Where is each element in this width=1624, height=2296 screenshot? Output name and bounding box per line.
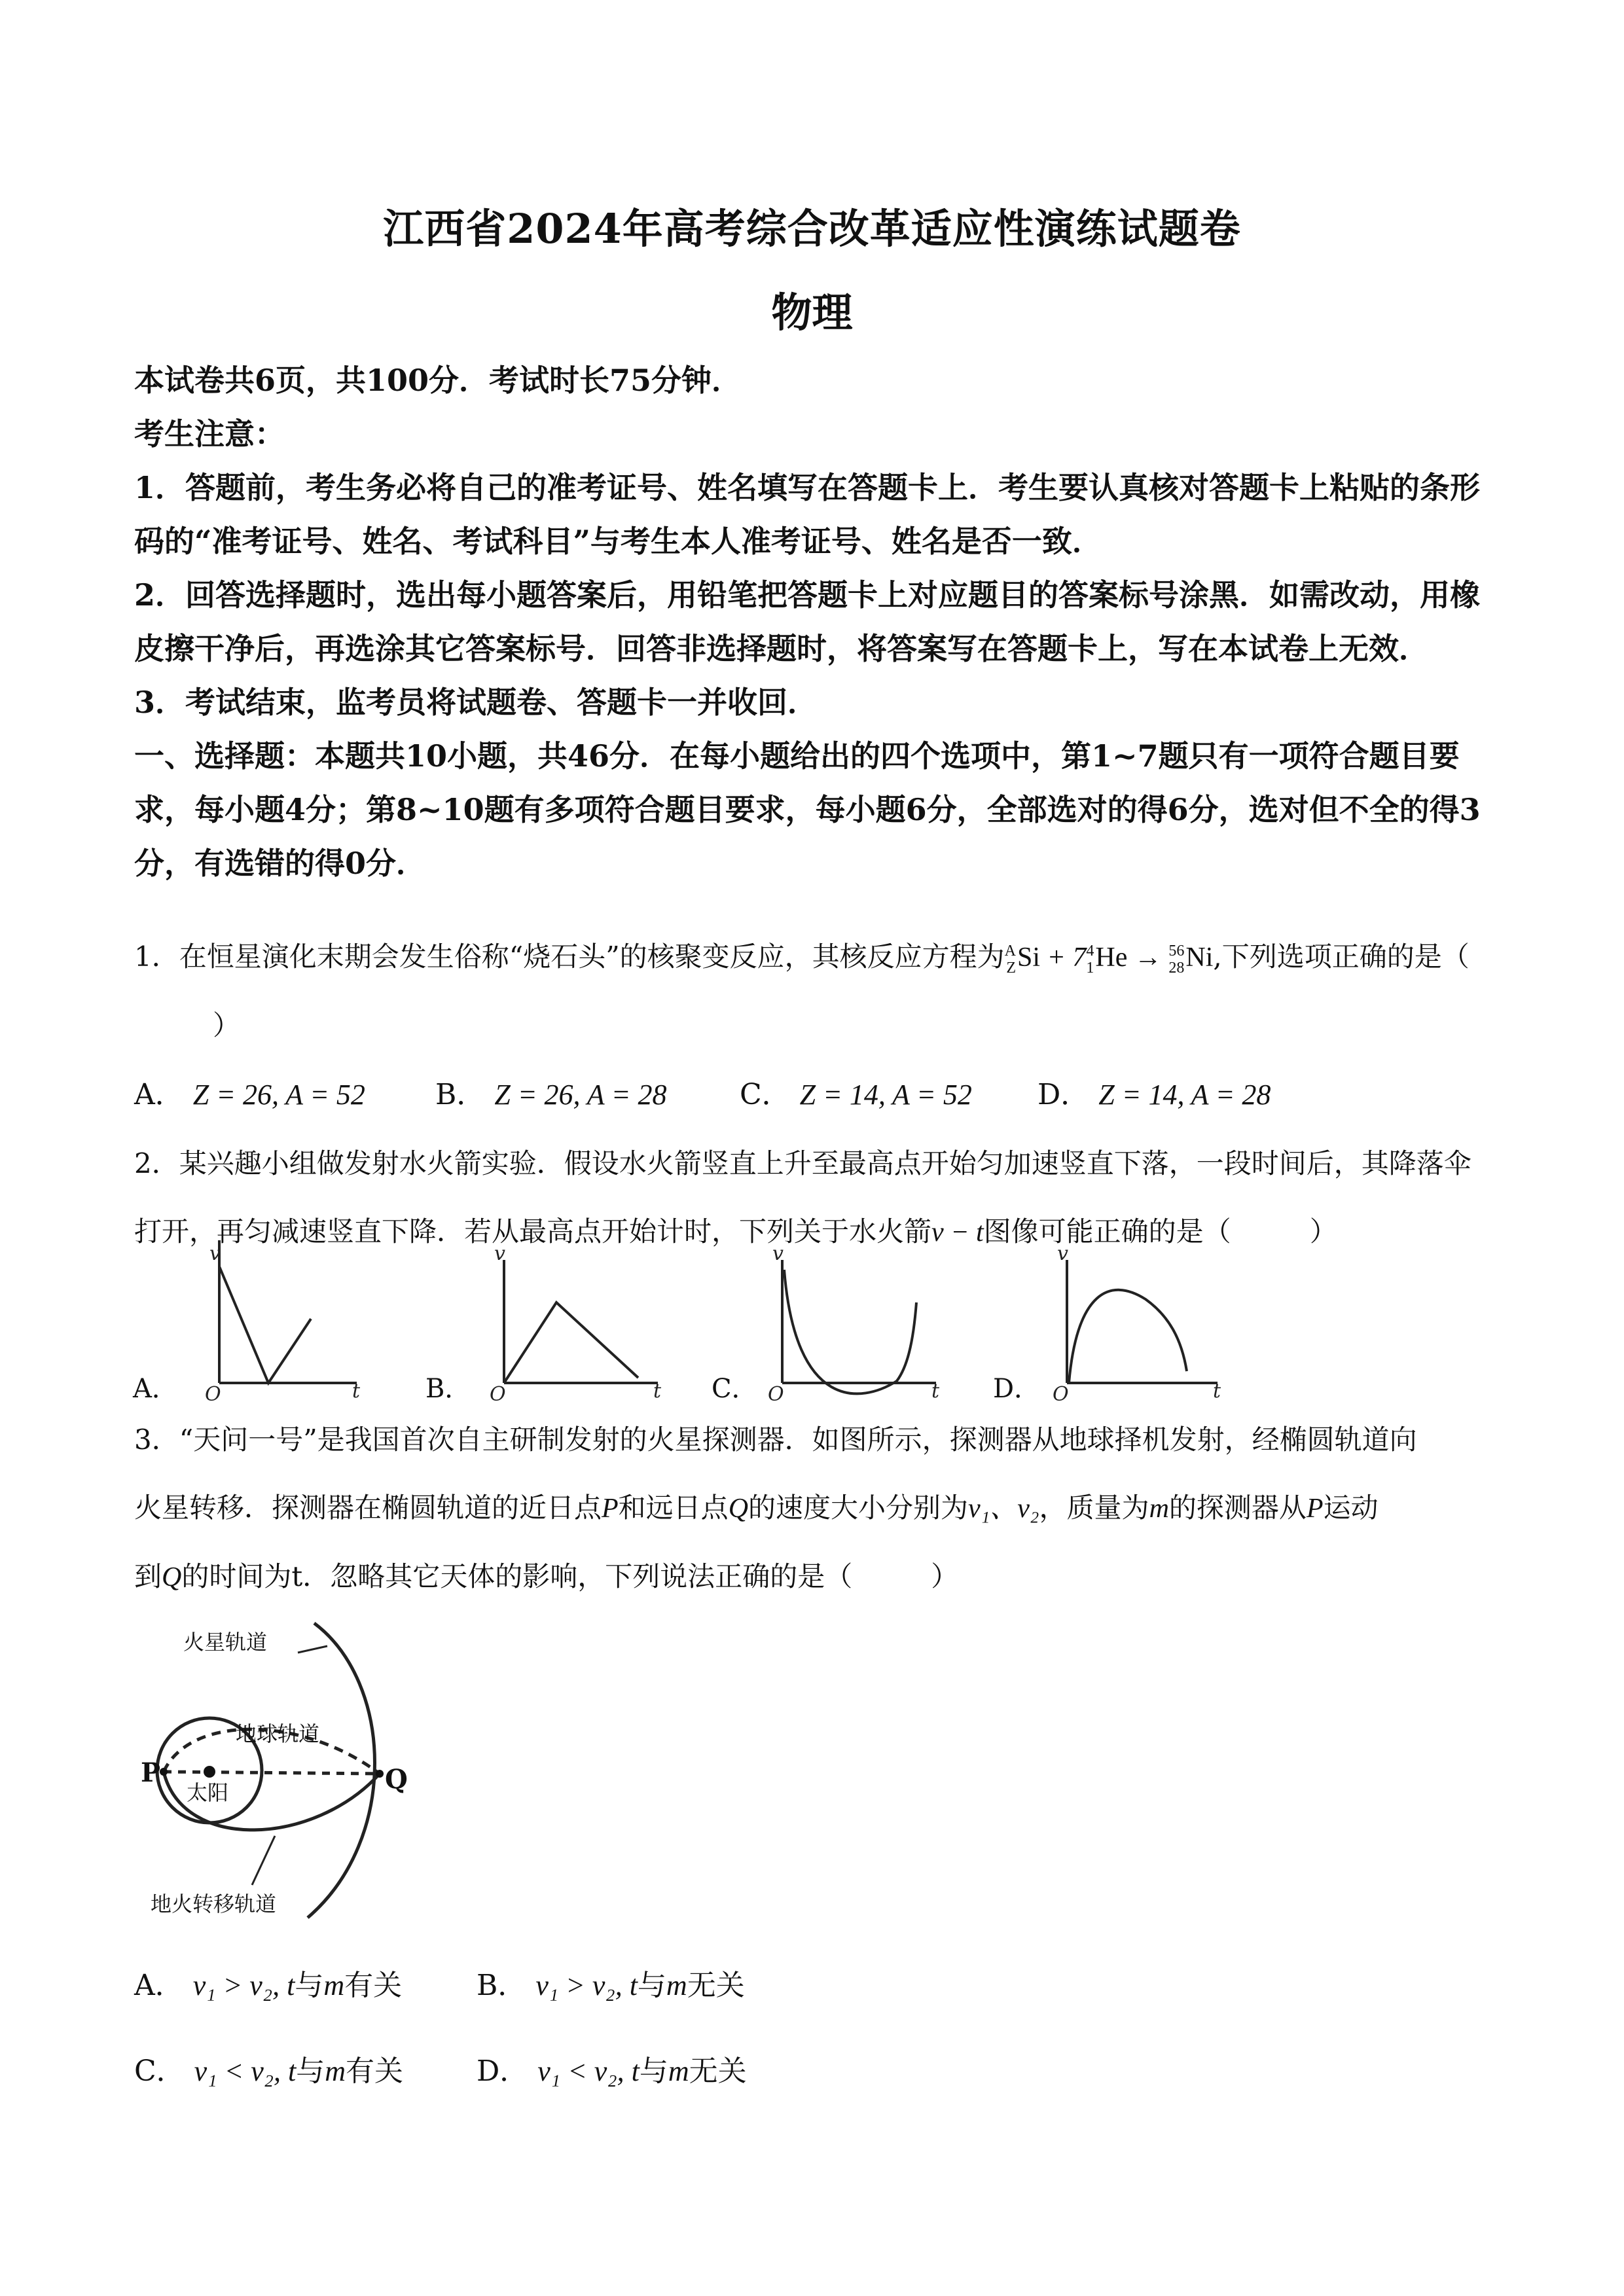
q2-graph-b[interactable]: [504, 1260, 658, 1383]
question-3: [134, 1406, 1496, 1611]
q2-vt-symbol: v − t: [931, 1217, 984, 1247]
q1-option-a[interactable]: A． Z = 26, A = 52: [134, 1078, 365, 1111]
sun-label: 太阳: [187, 1780, 229, 1805]
q2-stem-b: 图像可能正确的是（: [983, 1215, 1231, 1247]
q2-graph-a-o: O: [205, 1383, 221, 1404]
notice-item-3: 3．考试结束，监考员将试题卷、答题卡一并收回．: [134, 685, 818, 720]
transfer-orbit-label: 地火转移轨道: [151, 1892, 277, 1916]
earth-orbit-label: 地球轨道: [236, 1721, 320, 1746]
q2-graph-c-v: v: [772, 1242, 784, 1265]
notice-item-1: 1．答题前，考生务必将自己的准考证号、姓名填写在答题卡上．考生要认真核对答题卡上粘贴的条形码的“准考证号、姓名、考试科目”与考生本人准考证号、姓名是否一致．: [134, 470, 1481, 559]
q3-orbit-diagram: [137, 1610, 504, 1924]
q2-graph-d-o: O: [1053, 1383, 1069, 1404]
q2-label-c: C．: [712, 1374, 758, 1404]
point-q-label: Q: [385, 1764, 408, 1795]
q2-graph-b-v: v: [494, 1242, 505, 1265]
notice-intro: 本试卷共6页，共100分．考试时长75分钟．: [134, 363, 742, 398]
q3-line-2: 火星转移．探测器在椭圆轨道的近日点P和远日点Q的速度大小分别为v₁、v₂，质量为m的探测器从P运动: [134, 1492, 1379, 1524]
notice-heading: 考生注意：: [134, 416, 285, 452]
q1-option-c[interactable]: C． Z = 14, A = 52: [740, 1078, 972, 1111]
q1-stem-c: ）: [213, 1009, 241, 1041]
exam-title: 江西省2024年高考综合改革适应性演练试题卷: [383, 205, 1241, 253]
q2-graph-c-t: t: [931, 1380, 940, 1403]
q2-stem-a: 2．某兴趣小组做发射水火箭实验．假设水火箭竖直上升至最高点开始匀加速竖直下落，一段时间后，其降落伞打开，再匀减速竖直下降．若从最高点开始计时，下列关于水火箭: [134, 1147, 1471, 1247]
q2-graph-c-o: O: [768, 1383, 784, 1404]
q2-label-b: B．: [425, 1374, 471, 1404]
q2-stem-c: ）: [1309, 1215, 1337, 1247]
q2-graph-d-v: v: [1057, 1242, 1068, 1265]
mars-orbit-label: 火星轨道: [183, 1630, 268, 1655]
notice-item-2: 2．回答选择题时，选出每小题答案后，用铅笔把答题卡上对应题目的答案标号涂黑．如需改动，用橡皮擦干净后，再选涂其它答案标号．回答非选择题时，将答案写在答题卡上，写在本试卷上无效．: [134, 577, 1481, 666]
q3-option-c[interactable]: C． v₁ < v₂, t与m有关: [134, 2054, 404, 2088]
q1-option-d[interactable]: D． Z = 14, A = 28: [1038, 1078, 1271, 1111]
subject-title: 物理: [771, 289, 853, 336]
q1-nuclear-equation: A ZSi + 74 1He → 56 28Ni: [1004, 942, 1214, 977]
q2-graph-b-o: O: [490, 1383, 506, 1404]
q3-line-1: 3．“天问一号”是我国首次自主研制发射的火星探测器．如图所示，探测器从地球择机发射，经椭圆轨道向: [134, 1424, 1417, 1456]
q3-option-a[interactable]: A． v₁ > v₂, t与m有关: [134, 1969, 403, 2002]
q2-label-a: A．: [133, 1374, 178, 1404]
q1-option-b[interactable]: B． Z = 26, A = 28: [435, 1078, 667, 1111]
q2-graph-a-v: v: [209, 1242, 221, 1265]
point-p-label: P: [141, 1757, 161, 1788]
question-1: [134, 923, 1496, 1060]
q2-graph-b-t: t: [653, 1380, 662, 1403]
q1-stem-a: 1．在恒星演化末期会发生俗称“烧石头”的核聚变反应，其核反应方程为: [134, 941, 1005, 973]
q3-option-b[interactable]: B． v₁ > v₂, t与m无关: [477, 1969, 745, 2002]
q2-graph-d-t: t: [1213, 1380, 1221, 1403]
q2-graph-a-t: t: [352, 1380, 361, 1403]
section-instructions: 一、选择题：本题共10小题，共46分．在每小题给出的四个选项中，第1~7题只有一项符合题目要求，每小题4分；第8~10题有多项符合题目要求，每小题6分，全部选对的得6分，选对但不全的得3分，有选错的得0分．: [134, 738, 1481, 881]
q2-graph-d[interactable]: [1067, 1260, 1218, 1383]
q3-line-3: 到Q的时间为t．忽略其它天体的影响，下列说法正确的是（ ）: [134, 1560, 959, 1592]
q1-stem-b: ,下列选项正确的是（: [1213, 941, 1470, 973]
q2-graph-c[interactable]: [782, 1260, 936, 1393]
q2-label-d: D．: [993, 1374, 1041, 1404]
q2-graph-a[interactable]: [219, 1240, 357, 1383]
q2-graphs: [128, 1240, 1227, 1404]
q3-option-d[interactable]: D． v₁ < v₂, t与m无关: [477, 2054, 747, 2088]
sun-dot: [204, 1766, 215, 1778]
exam-notice: [134, 353, 1496, 890]
mars-orbit-arc: [308, 1623, 375, 1918]
